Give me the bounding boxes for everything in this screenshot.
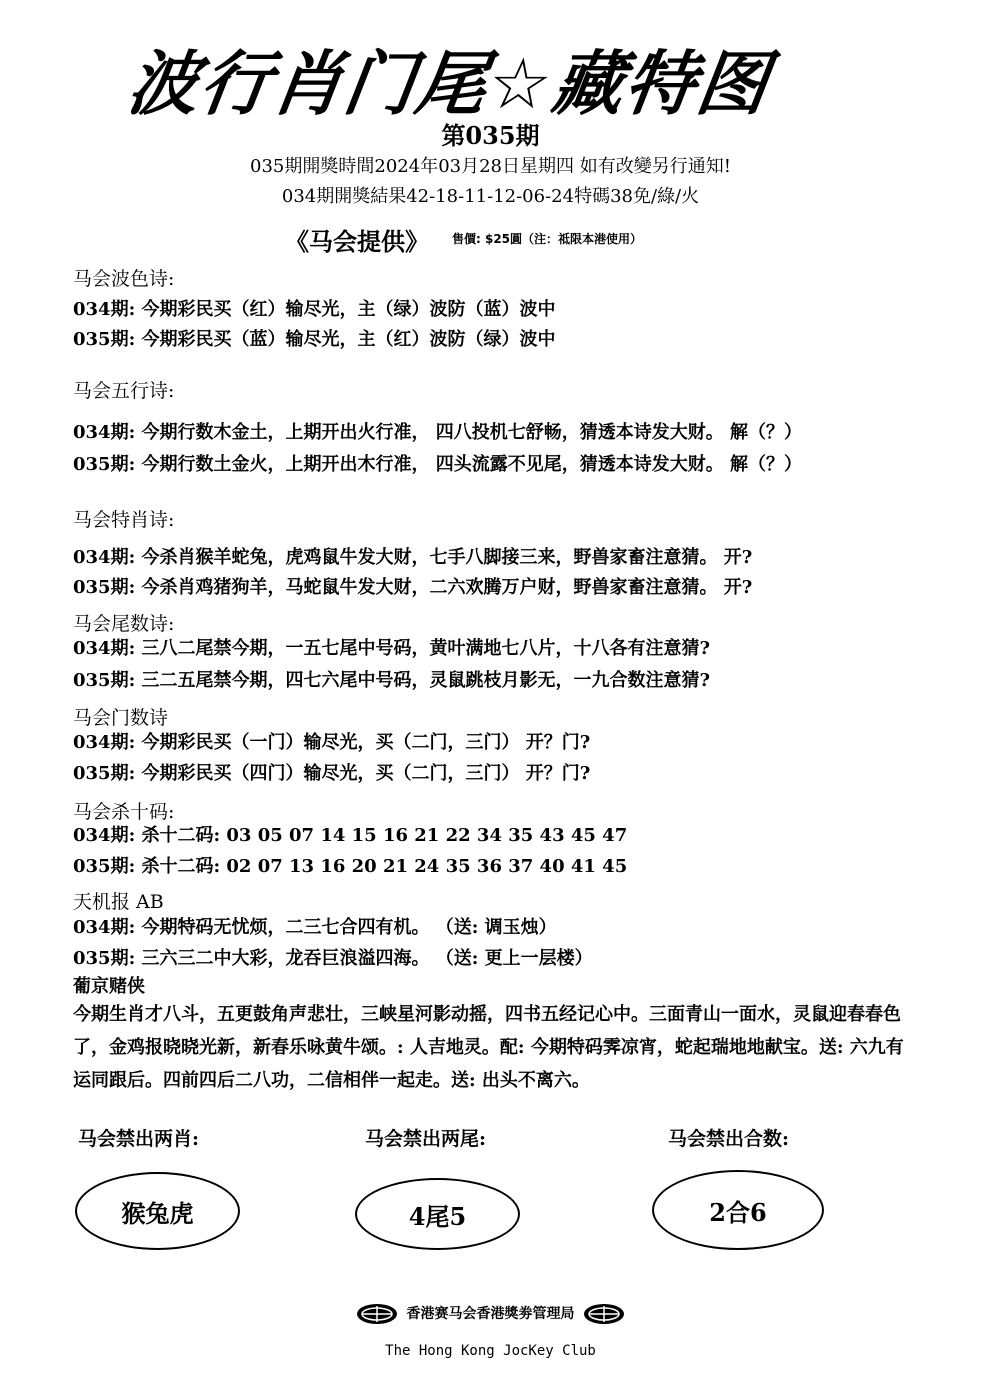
jockey-club-logo-icon bbox=[583, 1303, 625, 1325]
special-zodiac-line-035: 035期: 今杀肖鸡猪狗羊，马蛇鼠牛发大财，二六欢腾万户财，野兽家畜注意猜。 开? bbox=[73, 577, 753, 598]
footer-chinese: 香港赛马会香港獎劵管理局 bbox=[406, 1306, 575, 1322]
draw-time: 035期開獎時間2024年03月28日星期四 如有改變另行通知! bbox=[250, 156, 731, 177]
jockey-club-logo-icon bbox=[356, 1303, 398, 1325]
section-title-tianji: 天机报 AB bbox=[73, 891, 164, 913]
section-title-wave-color: 马会波色诗: bbox=[73, 268, 175, 290]
ban-sum-value: 2合6 bbox=[709, 1197, 767, 1227]
wave-color-line-035: 035期: 今期彩民买（蓝）输尽光，主（红）波防（绿）波中 bbox=[73, 329, 556, 350]
page-title: 波行肖门尾☆藏特图 bbox=[122, 43, 775, 125]
ban-sum-label: 马会禁出合数: bbox=[668, 1128, 790, 1150]
ban-tail-value: 4尾5 bbox=[408, 1201, 467, 1231]
tianji-line-035: 035期: 三六三二中大彩，龙吞巨浪溢四海。 （送: 更上一层楼） bbox=[73, 948, 593, 969]
tail-number-line-034: 034期: 三八二尾禁今期，一五七尾中号码，黄叶满地七八片，十八各有注意猜? bbox=[73, 638, 711, 659]
issue-number: 第035期 bbox=[441, 121, 540, 150]
provider-label: 《马会提供》 bbox=[285, 227, 429, 256]
ban-zodiac-oval bbox=[75, 1172, 240, 1250]
section-title-door-number: 马会门数诗 bbox=[73, 707, 169, 729]
section-title-pujing: 葡京赌侠 bbox=[73, 976, 145, 997]
ban-tail-label: 马会禁出两尾: bbox=[365, 1128, 487, 1150]
footer-english: The Hong Kong JocKey Club bbox=[385, 1343, 596, 1359]
wave-color-line-034: 034期: 今期彩民买（红）输尽光，主（绿）波防（蓝）波中 bbox=[73, 299, 556, 320]
section-title-kill-twelve: 马会杀十码: bbox=[73, 801, 175, 823]
ban-sum-oval bbox=[652, 1170, 824, 1250]
ban-zodiac-value: 猴兔虎 bbox=[121, 1198, 194, 1228]
kill-twelve-line-035: 035期: 杀十二码: 02 07 13 16 20 21 24 35 36 37 40 41 45 bbox=[73, 856, 628, 877]
ban-zodiac-label: 马会禁出两肖: bbox=[78, 1128, 200, 1150]
five-elements-line-035: 035期: 今期行数土金火，上期开出木行准， 四头流露不见尾，猜透本诗发大财。 解（？） bbox=[73, 454, 803, 475]
five-elements-line-034: 034期: 今期行数木金土，上期开出火行准， 四八投机七舒畅，猜透本诗发大财。 解（？） bbox=[73, 422, 803, 443]
last-result: 034期開獎結果42-18-11-12-06-24特碼38免/綠/火 bbox=[281, 186, 700, 207]
section-title-tail-number: 马会尾数诗: bbox=[73, 613, 175, 635]
ban-tail-oval bbox=[355, 1178, 520, 1250]
section-title-special-zodiac: 马会特肖诗: bbox=[73, 509, 175, 531]
tail-number-line-035: 035期: 三二五尾禁今期，四七六尾中号码，灵鼠跳枝月影无，一九合数注意猜? bbox=[73, 670, 711, 691]
section-title-five-elements: 马会五行诗: bbox=[73, 380, 175, 402]
tianji-line-034: 034期: 今期特码无忧烦，二三七合四有机。 （送: 调玉烛） bbox=[73, 917, 557, 938]
pujing-paragraph: 今期生肖才八斗，五更鼓角声悲壮，三峡星河影动摇，四书五经记心中。三面青山一面水，灵鼠迎春春色了，金鸡报晓晓光新，新春乐咏黄牛颂。: 人吉地灵。配: 今期特码霁凉宵，蛇起瑞地地献宝。送: 六九有运同跟后。四前四后二八功，二信相伴一起走。送: 出头不离六。 bbox=[73, 1004, 904, 1091]
kill-twelve-line-034: 034期: 杀十二码: 03 05 07 14 15 16 21 22 34 35 43 45 47 bbox=[73, 825, 628, 846]
door-number-line-034: 034期: 今期彩民买（一门）输尽光，买（二门，三门） 开？门? bbox=[73, 732, 591, 753]
door-number-line-035: 035期: 今期彩民买（四门）输尽光，买（二门，三门） 开？门? bbox=[73, 763, 591, 784]
footer-chinese-row bbox=[0, 1303, 981, 1325]
special-zodiac-line-034: 034期: 今杀肖猴羊蛇兔，虎鸡鼠牛发大财，七手八脚接三来，野兽家畜注意猜。 开? bbox=[73, 547, 753, 568]
price-note: 售價: $25圓（注：祗限本港使用） bbox=[452, 232, 643, 246]
